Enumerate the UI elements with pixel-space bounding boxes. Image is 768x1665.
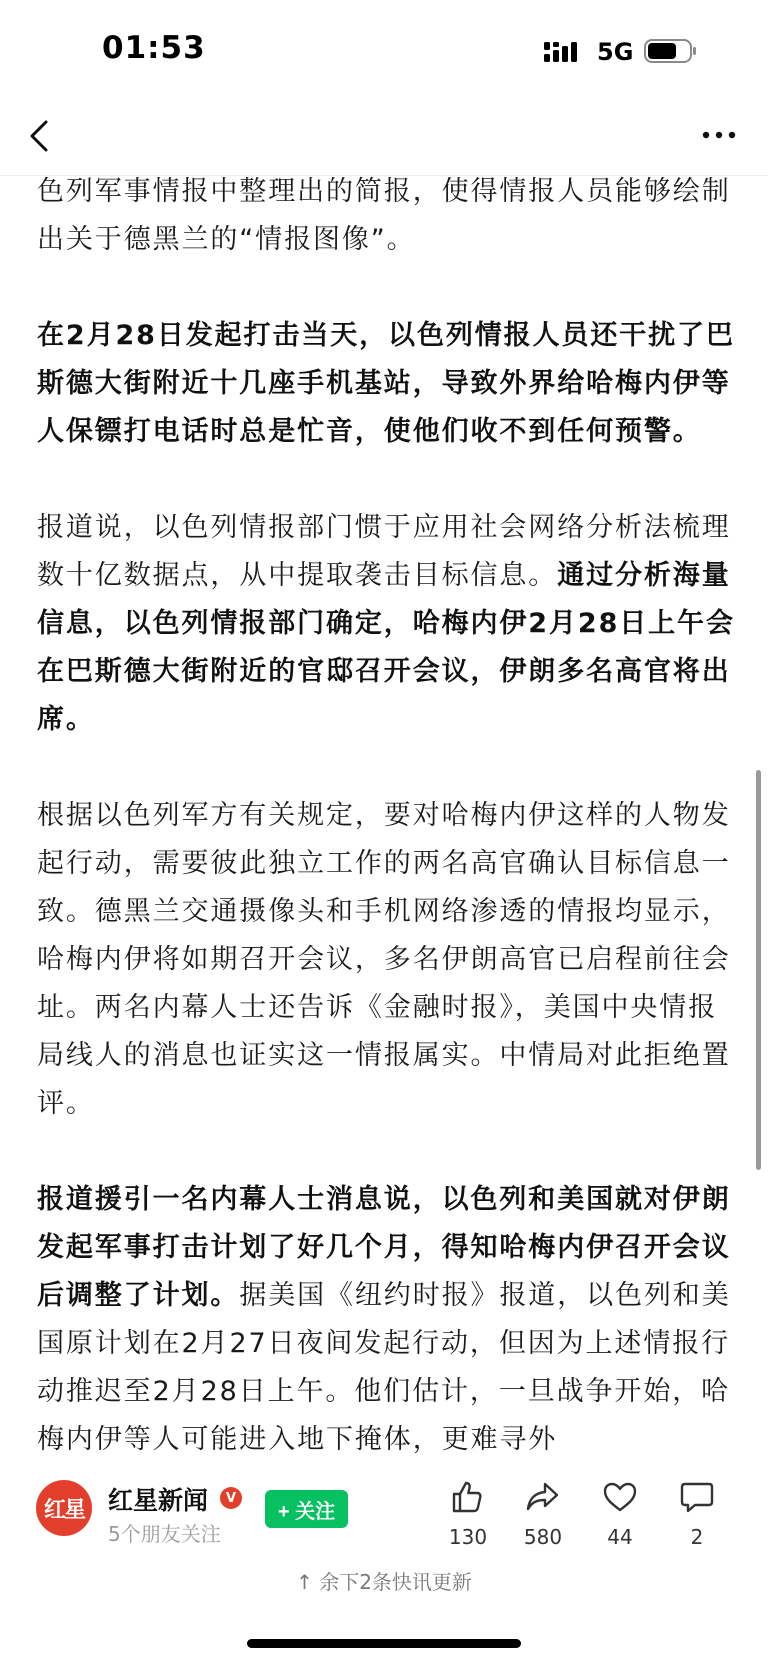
- comment-icon: [679, 1479, 715, 1515]
- text-run: 据美国《纽约时报》报道，以色列和美国原计划在2月27日夜间发起行动，但因为上述情报行动推迟至2月28日上午。他们估计，一旦战争开始，哈梅内伊等人可能进入地下掩体，更难寻外: [37, 1280, 731, 1455]
- article-paragraph: [37, 504, 737, 744]
- article-paragraph: [37, 168, 737, 264]
- cellular-signal-icon: [544, 40, 584, 64]
- article-content: [37, 168, 737, 1459]
- bottom-bar: [0, 1459, 768, 1665]
- publisher-logo[interactable]: 红星: [36, 1480, 92, 1536]
- network-type: 5G: [597, 38, 634, 66]
- comment-count: 2: [690, 1525, 704, 1549]
- share-icon: [525, 1479, 561, 1515]
- bold-text-run: 通过分析海量信息，以色列情报部门确定，哈梅内伊2月28日上午会在巴斯德大街附近的官邸召开会议，伊朗多名高官将出席。: [37, 560, 735, 735]
- article-body: [0, 162, 768, 1459]
- publisher-name[interactable]: 红星新闻: [108, 1486, 209, 1515]
- article-paragraph: [37, 1176, 737, 1459]
- share-count: 580: [523, 1525, 563, 1549]
- more-updates-link[interactable]: ↑ 余下2条快讯更新: [296, 1570, 472, 1594]
- friends-following-text: 5个朋友关注: [108, 1522, 221, 1546]
- bold-text-run: 在2月28日发起打击当天，以色列情报人员还干扰了巴斯德大街附近十几座手机基站，导致外界给哈梅内伊等人保镖打电话时总是忙音，使他们收不到任何预警。: [37, 320, 735, 447]
- home-indicator[interactable]: [247, 1639, 521, 1648]
- thumbs-up-icon: [450, 1479, 486, 1515]
- verified-badge-icon: V: [220, 1487, 242, 1509]
- comment-action[interactable]: [662, 1479, 732, 1549]
- favorite-action[interactable]: [585, 1479, 655, 1549]
- more-options-icon[interactable]: [700, 125, 740, 145]
- battery-icon: [644, 38, 698, 64]
- heart-icon: [602, 1479, 638, 1515]
- favorite-count: 44: [607, 1525, 633, 1549]
- status-time: 01:53: [102, 30, 206, 66]
- follow-button[interactable]: + 关注: [265, 1490, 348, 1528]
- text-run: 根据以色列军方有关规定，要对哈梅内伊这样的人物发起行动，需要彼此独立工作的两名高官确认目标信息一致。德黑兰交通摄像头和手机网络渗透的情报均显示，哈梅内伊将如期召开会议，多名伊朗高官已启程前往会址。两名内幕人士还告诉《金融时报》，美国中央情报局线人的消息也证实这一情报属实。中情局对此拒绝置评。: [37, 800, 731, 1119]
- share-action[interactable]: [508, 1479, 578, 1549]
- text-run: 报道说，以色列情报部门惯于应用社会网络分析法梳理数十亿数据点，从中提取袭击目标信息。: [37, 512, 731, 591]
- text-run: 色列军事情报中整理出的简报，使得情报人员能够绘制出关于德黑兰的“情报图像”。: [37, 176, 731, 255]
- like-count: 130: [448, 1525, 488, 1549]
- article-paragraph: [37, 792, 737, 1128]
- scrollbar[interactable]: [756, 770, 761, 1170]
- article-paragraph: [37, 312, 737, 456]
- back-icon[interactable]: [26, 116, 56, 156]
- nav-bar: [0, 100, 768, 176]
- status-bar: [0, 0, 768, 100]
- like-action[interactable]: [433, 1479, 503, 1549]
- bold-text-run: 报道援引一名内幕人士消息说，以色列和美国就对伊朗发起军事打击计划了好几个月，得知哈梅内伊召开会议后调整了计划。: [37, 1184, 731, 1311]
